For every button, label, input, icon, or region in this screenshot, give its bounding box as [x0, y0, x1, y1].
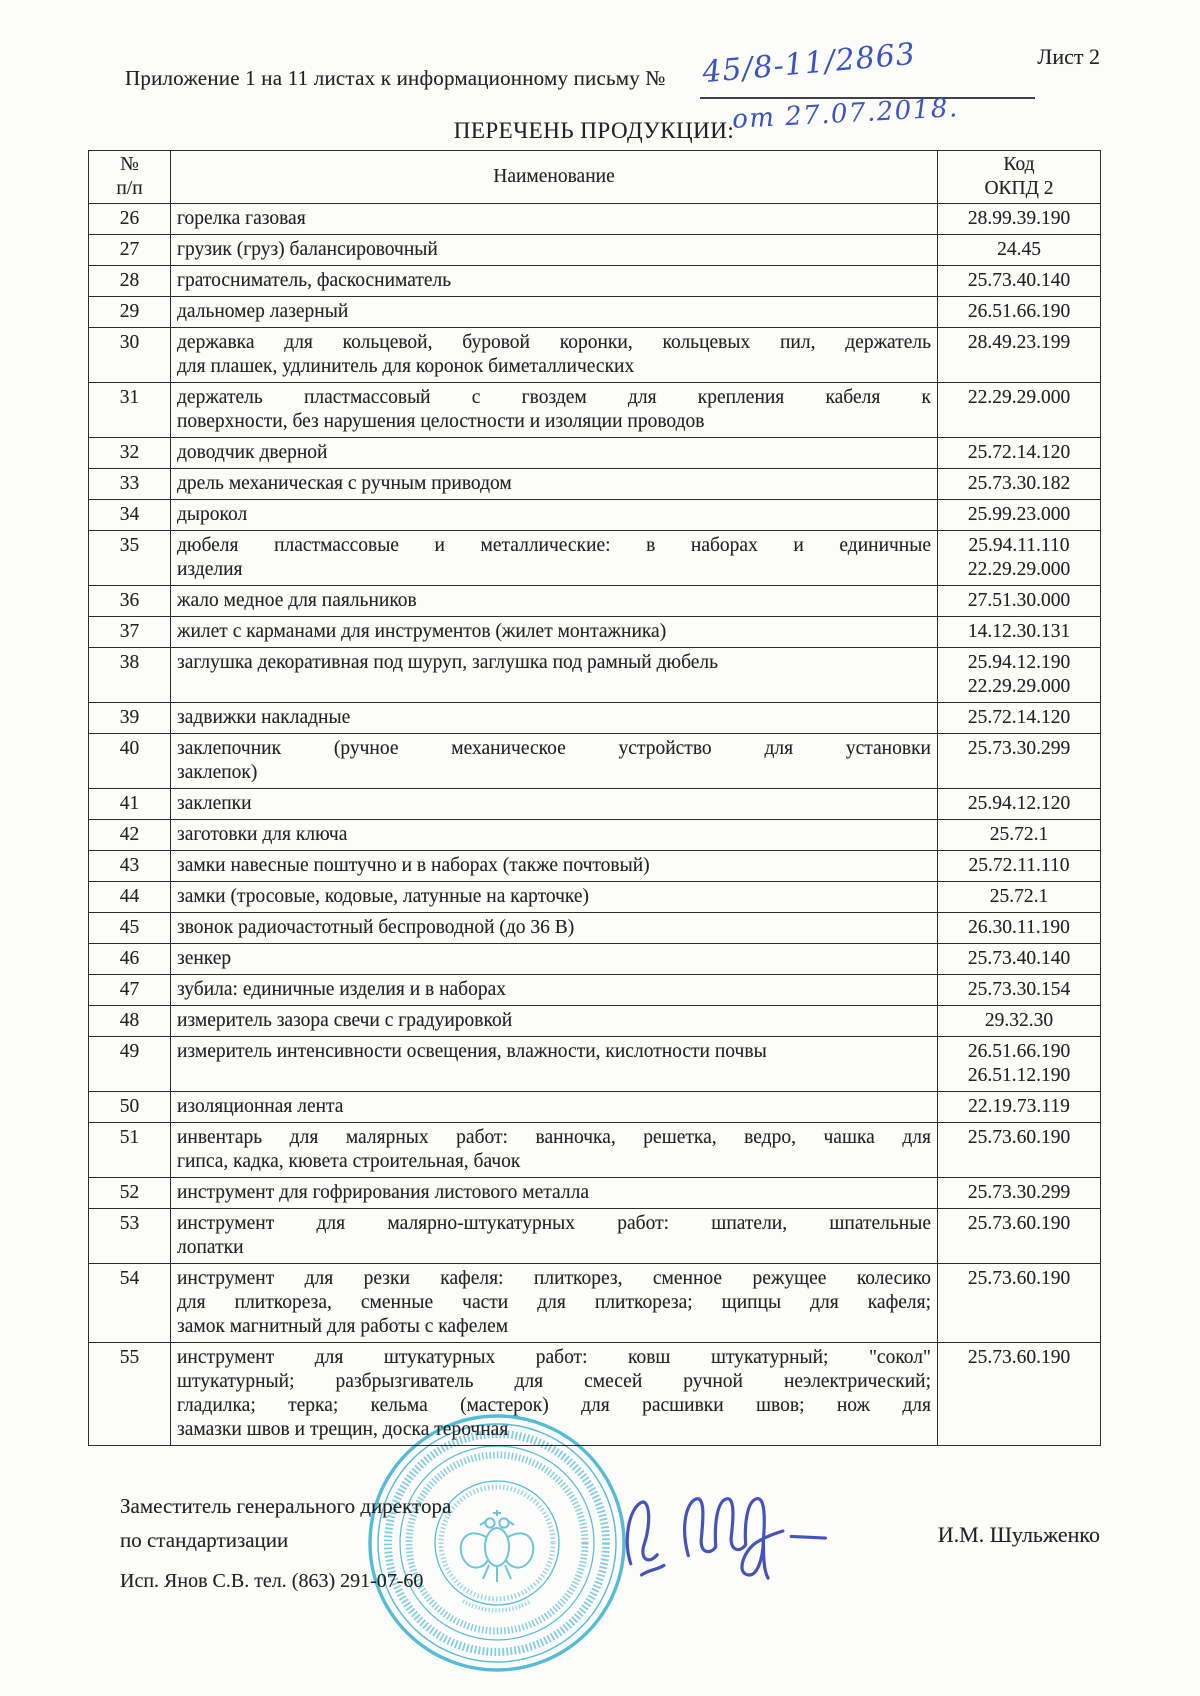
- okpd2-code-cell: [938, 204, 1101, 235]
- product-name: [171, 383, 938, 438]
- product-name: [171, 882, 938, 913]
- table-row: [89, 383, 1101, 438]
- okpd2-code: 25.72.11.110: [968, 855, 1070, 876]
- product-name-line: заклепок): [177, 762, 258, 783]
- table-row: [89, 500, 1101, 531]
- okpd2-code-cell: [938, 586, 1101, 617]
- row-number: 53: [89, 1209, 171, 1264]
- okpd2-code-cell: [938, 531, 1101, 586]
- row-number: 39: [89, 703, 171, 734]
- row-number: 49: [89, 1037, 171, 1092]
- product-name-line: изоляционная лента: [177, 1096, 344, 1117]
- product-name-line: замки (тросовые, кодовые, латунные на карточке): [177, 886, 590, 907]
- row-number: 31: [89, 383, 171, 438]
- okpd2-code: 26.51.66.190: [967, 1041, 1071, 1062]
- product-name-line: заглушка декоративная под шуруп, заглушка под рамный дюбель: [177, 652, 719, 673]
- product-name: [171, 1343, 938, 1446]
- product-name-line: штукатурный; разбрызгиватель для смесей ручной неэлектрический;: [177, 1371, 931, 1392]
- okpd2-code-cell: [938, 438, 1101, 469]
- product-name: [171, 266, 938, 297]
- okpd2-code: 22.29.29.000: [967, 559, 1071, 580]
- row-number: 44: [89, 882, 171, 913]
- product-name-line: задвижки накладные: [177, 707, 351, 728]
- product-name-line: доводчик дверной: [177, 442, 328, 463]
- product-name: [171, 851, 938, 882]
- product-table-body: [89, 204, 1101, 1446]
- row-number: 30: [89, 328, 171, 383]
- col-header-code-line2: ОКПД 2: [984, 178, 1054, 199]
- col-header-num-line2: п/п: [116, 178, 143, 199]
- okpd2-code: 25.73.60.190: [967, 1213, 1071, 1234]
- okpd2-code-cell: [938, 297, 1101, 328]
- product-name-line: заготовки для ключа: [177, 824, 348, 845]
- row-number: 54: [89, 1264, 171, 1343]
- table-row: [89, 1209, 1101, 1264]
- table-row: [89, 913, 1101, 944]
- product-name-line: гипса, кадка, кювета строительная, бачок: [177, 1151, 521, 1172]
- row-number: 50: [89, 1092, 171, 1123]
- okpd2-code-cell: [938, 617, 1101, 648]
- product-name-line: инструмент для гофрирования листового металла: [177, 1182, 589, 1203]
- okpd2-code: 25.94.12.120: [967, 793, 1071, 814]
- product-name-line: замазки швов и трещин, доска терочная: [177, 1419, 509, 1440]
- row-number: 51: [89, 1123, 171, 1178]
- okpd2-code: 25.72.14.120: [967, 707, 1071, 728]
- product-name-line: гратосниматель, фаскосниматель: [177, 270, 452, 291]
- table-row: [89, 820, 1101, 851]
- okpd2-code-cell: [938, 734, 1101, 789]
- product-name: [171, 531, 938, 586]
- product-name-line: инструмент для резки кафеля: плиткорез, сменное режущее колесико: [177, 1268, 931, 1289]
- row-number: 46: [89, 944, 171, 975]
- row-number: 41: [89, 789, 171, 820]
- row-number: 52: [89, 1178, 171, 1209]
- product-name-line: поверхности, без нарушения целостности и изоляции проводов: [177, 411, 705, 432]
- table-row: [89, 235, 1101, 266]
- table-row: [89, 789, 1101, 820]
- row-number: 43: [89, 851, 171, 882]
- okpd2-code-cell: [938, 703, 1101, 734]
- okpd2-code: 26.51.66.190: [967, 301, 1071, 322]
- product-name: [171, 235, 938, 266]
- product-name-line: изделия: [177, 559, 243, 580]
- product-name-line: горелка газовая: [177, 208, 306, 229]
- okpd2-code: 27.51.30.000: [967, 590, 1071, 611]
- row-number: 32: [89, 438, 171, 469]
- table-row: [89, 734, 1101, 789]
- okpd2-code: 25.73.30.299: [967, 738, 1071, 759]
- product-name-line: дальномер лазерный: [177, 301, 349, 322]
- product-name: [171, 438, 938, 469]
- product-name: [171, 913, 938, 944]
- product-name-line: звонок радиочастотный беспроводной (до 36 В): [177, 917, 575, 938]
- okpd2-code: 14.12.30.131: [967, 621, 1071, 642]
- okpd2-code-cell: [938, 266, 1101, 297]
- table-row: [89, 703, 1101, 734]
- okpd2-code: 25.94.12.190: [967, 652, 1071, 673]
- product-name: [171, 944, 938, 975]
- sheet-number: Лист 2: [1037, 44, 1100, 69]
- row-number: 33: [89, 469, 171, 500]
- product-name: [171, 328, 938, 383]
- okpd2-code: 25.73.30.154: [967, 979, 1071, 1000]
- okpd2-code: 22.19.73.119: [968, 1096, 1070, 1117]
- table-row: [89, 266, 1101, 297]
- okpd2-code-cell: [938, 1006, 1101, 1037]
- okpd2-code-cell: [938, 1264, 1101, 1343]
- product-name-line: инвентарь для малярных работ: ванночка, решетка, ведро, чашка для: [177, 1127, 931, 1148]
- okpd2-code: 25.94.11.110: [968, 535, 1070, 556]
- product-name-line: для плашек, удлинитель для коронок биметаллических: [177, 356, 635, 377]
- product-name: [171, 734, 938, 789]
- product-name-line: дырокол: [177, 504, 248, 525]
- signer-position-line2: по стандартизации: [120, 1528, 289, 1552]
- row-number: 36: [89, 586, 171, 617]
- okpd2-code: 22.29.29.000: [967, 387, 1071, 408]
- product-name: [171, 975, 938, 1006]
- okpd2-code-cell: [938, 913, 1101, 944]
- product-name: [171, 703, 938, 734]
- okpd2-code: 25.73.30.299: [967, 1182, 1071, 1203]
- okpd2-code-cell: [938, 975, 1101, 1006]
- product-name-line: замки навесные поштучно и в наборах (также почтовый): [177, 855, 650, 876]
- product-name-line: заклепочник (ручное механическое устройство для установки: [177, 738, 931, 759]
- row-number: 40: [89, 734, 171, 789]
- okpd2-code: 25.73.40.140: [967, 270, 1071, 291]
- product-name-line: измеритель интенсивности освещения, влажности, кислотности почвы: [177, 1041, 767, 1062]
- col-header-name-label: Наименование: [493, 166, 615, 187]
- col-header-name: [171, 151, 938, 204]
- table-row: [89, 328, 1101, 383]
- okpd2-code: 25.72.14.120: [967, 442, 1071, 463]
- table-row: [89, 617, 1101, 648]
- handwritten-date: от 27.07.2018.: [731, 93, 960, 135]
- table-row: [89, 297, 1101, 328]
- product-name: [171, 648, 938, 703]
- product-name: [171, 297, 938, 328]
- row-number: 45: [89, 913, 171, 944]
- product-name-line: замок магнитный для работы с кафелем: [177, 1316, 509, 1337]
- row-number: 37: [89, 617, 171, 648]
- product-name: [171, 1178, 938, 1209]
- okpd2-code-cell: [938, 1178, 1101, 1209]
- okpd2-code: 25.72.1: [989, 886, 1049, 907]
- product-name-line: жало медное для паяльников: [177, 590, 417, 611]
- product-name: [171, 1037, 938, 1092]
- table-row: [89, 204, 1101, 235]
- row-number: 38: [89, 648, 171, 703]
- okpd2-code-cell: [938, 1123, 1101, 1178]
- okpd2-code: 25.72.1: [989, 824, 1049, 845]
- table-row: [89, 1037, 1101, 1092]
- row-number: 28: [89, 266, 171, 297]
- okpd2-code-cell: [938, 235, 1101, 266]
- row-number: 35: [89, 531, 171, 586]
- row-number: 42: [89, 820, 171, 851]
- okpd2-code: 28.49.23.199: [967, 332, 1071, 353]
- product-name-line: грузик (груз) балансировочный: [177, 239, 438, 260]
- okpd2-code: 24.45: [997, 239, 1041, 260]
- table-row: [89, 1264, 1101, 1343]
- table-row: [89, 648, 1101, 703]
- product-name-line: дюбеля пластмассовые и металлические: в наборах и единичные: [177, 535, 931, 556]
- executor-contact-line: Исп. Янов С.В. тел. (863) 291-07-60: [120, 1570, 424, 1592]
- row-number: 55: [89, 1343, 171, 1446]
- product-name-line: жилет с карманами для инструментов (жилет монтажника): [177, 621, 667, 642]
- okpd2-code: 25.73.30.182: [967, 473, 1071, 494]
- product-name-line: гладилка; терка; кельма (мастерок) для расшивки швов; нож для: [177, 1395, 931, 1416]
- product-name: [171, 500, 938, 531]
- okpd2-code-cell: [938, 500, 1101, 531]
- row-number: 48: [89, 1006, 171, 1037]
- product-name-line: дрель механическая с ручным приводом: [177, 473, 512, 494]
- okpd2-code-cell: [938, 328, 1101, 383]
- row-number: 34: [89, 500, 171, 531]
- okpd2-code-cell: [938, 789, 1101, 820]
- okpd2-code-cell: [938, 851, 1101, 882]
- product-name: [171, 1092, 938, 1123]
- okpd2-code-cell: [938, 1209, 1101, 1264]
- table-row: [89, 851, 1101, 882]
- product-name: [171, 469, 938, 500]
- product-name: [171, 617, 938, 648]
- product-name-line: инструмент для малярно-штукатурных работ: шпатели, шпательные: [177, 1213, 931, 1234]
- table-row: [89, 1123, 1101, 1178]
- okpd2-code-cell: [938, 383, 1101, 438]
- table-row: [89, 469, 1101, 500]
- product-name-line: лопатки: [177, 1237, 244, 1258]
- okpd2-code-cell: [938, 1092, 1101, 1123]
- product-name: [171, 204, 938, 235]
- okpd2-code: 25.73.60.190: [967, 1268, 1071, 1289]
- product-name-line: для плиткореза, сменные части для плиткореза; щипцы для кафеля;: [177, 1292, 931, 1313]
- row-number: 26: [89, 204, 171, 235]
- table-row: [89, 1006, 1101, 1037]
- document-footer: [0, 1484, 1200, 1684]
- signer-name: И.М. Шульженко: [937, 1522, 1100, 1547]
- okpd2-code-cell: [938, 1037, 1101, 1092]
- product-name: [171, 789, 938, 820]
- table-row: [89, 1343, 1101, 1446]
- product-name: [171, 1123, 938, 1178]
- okpd2-code: 26.30.11.190: [968, 917, 1070, 938]
- okpd2-code-cell: [938, 648, 1101, 703]
- product-name-line: державка для кольцевой, буровой коронки, кольцевых пил, держатель: [177, 332, 931, 353]
- table-row: [89, 531, 1101, 586]
- row-number: 27: [89, 235, 171, 266]
- okpd2-code: 29.32.30: [984, 1010, 1054, 1031]
- table-row: [89, 882, 1101, 913]
- signer-position-line1: Заместитель генерального директора: [120, 1494, 452, 1518]
- product-table: [88, 150, 1101, 1446]
- okpd2-code: 26.51.12.190: [967, 1065, 1071, 1086]
- handwritten-letter-number: 45/8-11/2863: [700, 36, 918, 91]
- product-name: [171, 1209, 938, 1264]
- document-title: ПЕРЕЧЕНЬ ПРОДУКЦИИ:: [453, 118, 735, 143]
- col-header-code: [938, 151, 1101, 204]
- okpd2-code-cell: [938, 1343, 1101, 1446]
- okpd2-code-cell: [938, 882, 1101, 913]
- col-header-code-line1: Код: [1003, 154, 1035, 175]
- table-row: [89, 944, 1101, 975]
- product-name-line: держатель пластмассовый с гвоздем для крепления кабеля к: [177, 387, 931, 408]
- table-row: [89, 586, 1101, 617]
- col-header-num-line1: №: [120, 154, 139, 175]
- okpd2-code-cell: [938, 469, 1101, 500]
- okpd2-code: 25.99.23.000: [967, 504, 1071, 525]
- product-name: [171, 586, 938, 617]
- product-name-line: заклепки: [177, 793, 252, 814]
- row-number: 47: [89, 975, 171, 1006]
- product-name-line: зубила: единичные изделия и в наборах: [177, 979, 507, 1000]
- product-name: [171, 820, 938, 851]
- product-name: [171, 1264, 938, 1343]
- product-name: [171, 1006, 938, 1037]
- row-number: 29: [89, 297, 171, 328]
- document-header: [0, 0, 1200, 150]
- table-row: [89, 438, 1101, 469]
- table-row: [89, 1092, 1101, 1123]
- col-header-num: [89, 151, 171, 204]
- table-row: [89, 1178, 1101, 1209]
- appendix-line: Приложение 1 на 11 листах к информационному письму №: [125, 66, 666, 90]
- table-header-row: [89, 151, 1101, 204]
- product-name-line: измеритель зазора свечи с градуировкой: [177, 1010, 513, 1031]
- okpd2-code: 22.29.29.000: [967, 676, 1071, 697]
- product-name-line: инструмент для штукатурных работ: ковш штукатурный; "сокол": [177, 1347, 931, 1368]
- handwritten-signature: [611, 1471, 868, 1598]
- okpd2-code: 25.73.60.190: [967, 1127, 1071, 1148]
- okpd2-code: 25.73.40.140: [967, 948, 1071, 969]
- okpd2-code: 25.73.60.190: [967, 1347, 1071, 1368]
- product-name-line: зенкер: [177, 948, 232, 969]
- table-row: [89, 975, 1101, 1006]
- okpd2-code-cell: [938, 820, 1101, 851]
- okpd2-code: 28.99.39.190: [967, 208, 1071, 229]
- okpd2-code-cell: [938, 944, 1101, 975]
